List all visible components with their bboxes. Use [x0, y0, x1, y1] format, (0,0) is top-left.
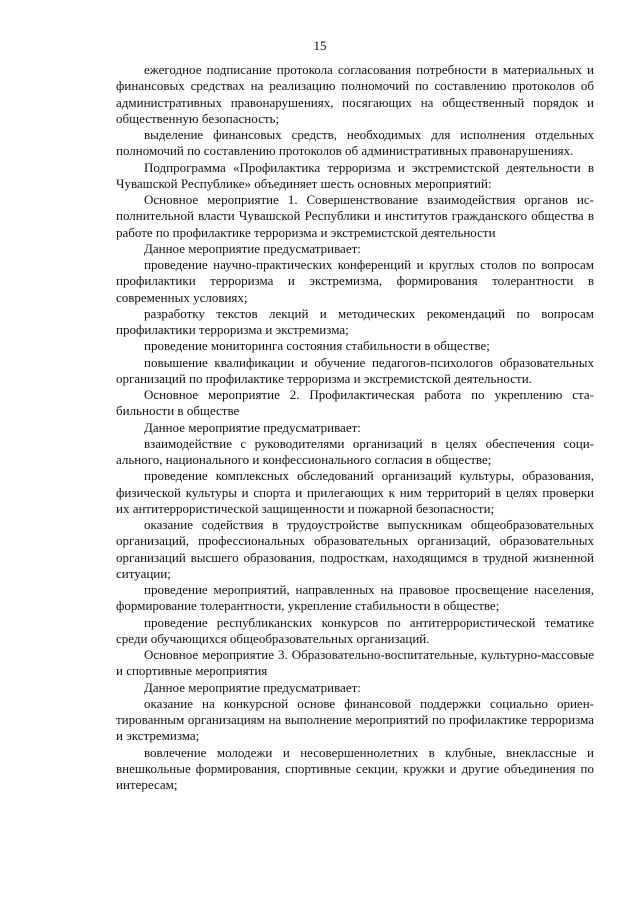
document-body — [116, 62, 594, 793]
paragraph-inspections: проведение комплексных обследований организаций культуры, образования, физической культуры и спорта и прилегающих к ним территорий в целях проверки их антитеррористической защищенности и пожарной безопасности; — [116, 468, 594, 516]
paragraph-main-activity-3: Основное мероприятие 3. Образовательно-воспитательные, культурно-массовые и спортивные мероприятия — [116, 647, 594, 679]
paragraph-qualification: повышение квалификации и обучение педагогов-психологов образовательных организаций по профилактике терроризма и экстремистской деятельности. — [116, 354, 594, 386]
paragraph-conferences: проведение научно-практических конференций и круглых столов по вопросам профилактики терроризма и экстремизма, формирования толерантности в современных условиях; — [116, 257, 594, 305]
paragraph-contests: проведение республиканских конкурсов по антитеррористической тематике среди обучающихся общеобразовательных организаций. — [116, 614, 594, 646]
paragraph-monitoring: проведение мониторинга состояния стабильности в обществе; — [144, 338, 490, 354]
paragraph-cooperation-leaders: взаимодействие с руководителями организаций в целях обеспечения социального, национального и конфессионального согласия в обществе; — [116, 435, 594, 467]
paragraph-main-activity-1: Основное мероприятие 1. Совершенствование взаимодействия органов исполнительной власти Чувашской Республики и институтов гражданского общества в работе по профилактике терроризма и экстремистской деятельности — [116, 192, 594, 240]
page-number: 15 — [313, 38, 327, 53]
paragraph-activity-provides: Данное мероприятие предусматривает: — [144, 679, 361, 695]
paragraph-youth-involvement: вовлечение молодежи и несовершеннолетних в клубные, внеклассные и внешкольные формирования, спортивные секции, кружки и другие объединения по интересам; — [116, 744, 594, 792]
paragraph-employment-assistance: оказание содействия в трудоустройстве выпускникам общеобразовательных организаций, профессиональных образовательных организаций, образовательных организаций высшего образования, подросткам, находящимся в трудной жизненной ситуации; — [116, 517, 594, 581]
paragraph-financial-support: оказание на конкурсной основе финансовой поддержки социально ориентированным организациям на выполнение мероприятий по профилактике терроризма и экстремизма; — [116, 695, 594, 744]
paragraph-subprogram-intro: Подпрограмма «Профилактика терроризма и экстремистской деятельности в Чувашской Республике» объединяет шесть основных мероприятий: — [116, 159, 594, 191]
paragraph-signing-protocol: ежегодное подписание протокола согласования потребности в материальных и финансовых средствах на реализацию полномочий по составлению протоколов об административных правонарушениях, посягающих на общественный порядок и общественную безопасность; — [116, 62, 594, 126]
paragraph-activity-provides: Данное мероприятие предусматривает: — [144, 419, 361, 435]
paragraph-lectures: разработку текстов лекций и методических рекомендаций по вопросам профилактики терроризма и экстремизма; — [116, 305, 594, 337]
paragraph-allocation-funds: выделение финансовых средств, необходимых для исполнения отдельных полномочий по составлению протоколов об административных правонарушениях. — [116, 127, 594, 159]
paragraph-main-activity-2: Основное мероприятие 2. Профилактическая работа по укреплению стабильности в обществе — [116, 387, 594, 419]
paragraph-activity-provides: Данное мероприятие предусматривает: — [144, 240, 361, 256]
paragraph-legal-education: проведение мероприятий, направленных на правовое просвещение населения, формирование толерантности, укрепление стабильности в обществе; — [116, 582, 594, 614]
